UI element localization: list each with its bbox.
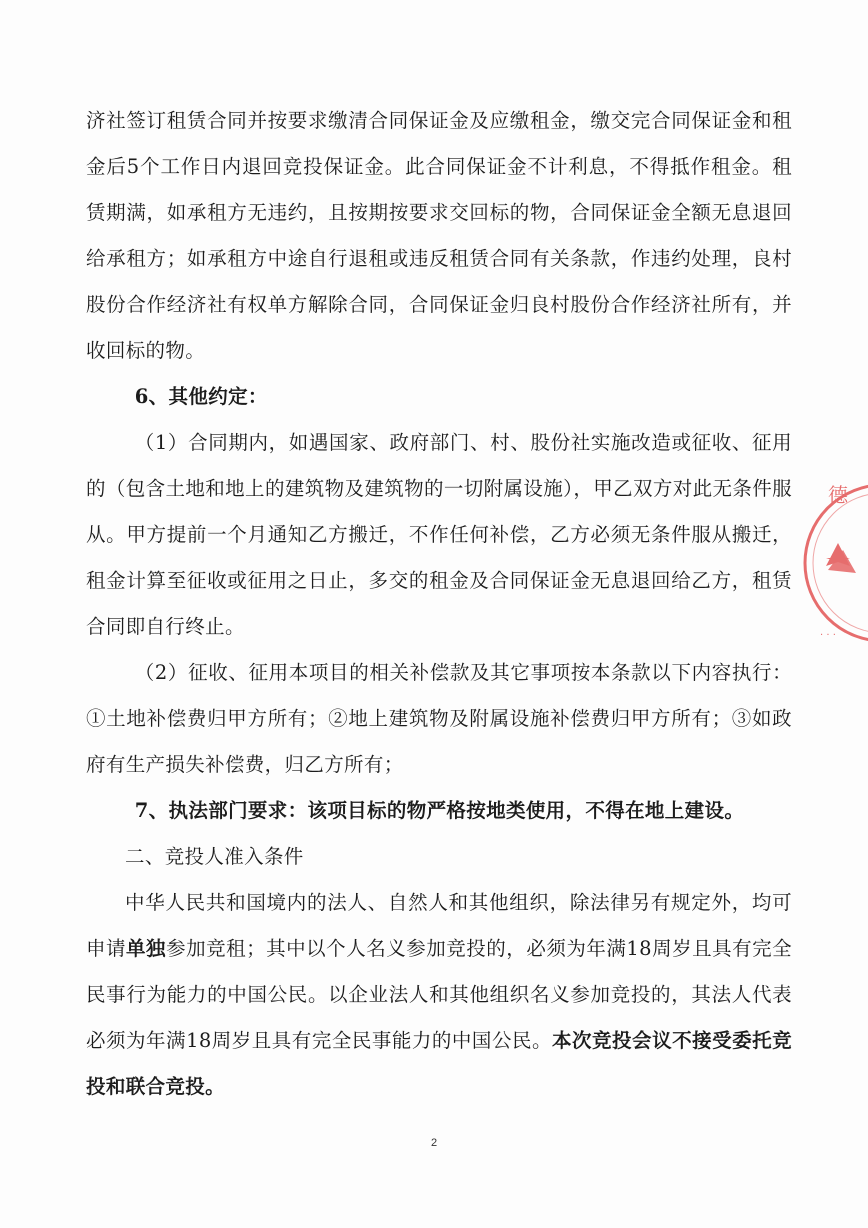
eligibility-text-bold-notice: 本次竞投会议不接受委托竞投和联合竞投。 xyxy=(86,1029,793,1098)
paragraph-deposit-terms: 济社签订租赁合同并按要求缴清合同保证金及应缴租金，缴交完合同保证金和租金后5个工作日内退回竞投保证金。此合同保证金不计利息，不得抵作租金。租赁期满，如承租方无违约，且按期按要求交回标的物，合同保证金全额无息退回给承租方；如承租方中途自行退租或违反租赁合同有关条款，作违约处理，良村股份合作经济社有权单方解除合同，合同保证金归良村股份合作经济社所有，并收回标的物。 xyxy=(86,109,792,362)
heading-other-agreements: 6、其他约定： xyxy=(134,385,268,408)
body-text xyxy=(86,98,792,1110)
seal-character: 德 xyxy=(828,483,848,507)
eligibility-text-c: 参加竞租；其中以个人名义参加竞投的，必须为年满18周岁且具有完全民事行为能力的中国公民。以企业法人和其他组织名义参加竞投的，其法人代表必须为年满18周岁且具有完全民事能力的中国公民。 xyxy=(86,937,792,1052)
heading-bidder-conditions: 二、竞投人准入条件 xyxy=(125,845,304,868)
paragraph-clause-1: （1）合同期内，如遇国家、政府部门、村、股份社实施改造或征收、征用的（包含土地和地上的建筑物及建筑物的一切附属设施），甲乙双方对此无条件服从。甲方提前一个月通知乙方搬迁，不作任何补偿，乙方必须无条件服从搬迁，租金计算至征收或征用之日止，多交的租金及合同保证金无息退回给乙方，租赁合同即自行终止。 xyxy=(86,431,792,638)
page-number: 2 xyxy=(430,1137,438,1149)
eligibility-text-a: 中华人民共和国境内的法人、自然人和其他组织，除法律另有规定外，均可申请 xyxy=(86,891,792,960)
paragraph-bidder-eligibility xyxy=(86,880,792,1110)
eligibility-text-bold-single: 单独 xyxy=(126,937,167,960)
heading-law-enforcement: 7、执法部门要求：该项目标的物严格按地类使用，不得在地上建设。 xyxy=(134,799,745,822)
svg-text:· · ·: · · · xyxy=(820,630,836,641)
paragraph-clause-2: （2）征收、征用本项目的相关补偿款及其它事项按本条款以下内容执行：①土地补偿费归甲方所有；②地上建筑物及附属设施补偿费归甲方所有；③如政府有生产损失补偿费，归乙方所有； xyxy=(86,661,792,776)
red-seal-stamp-icon xyxy=(798,458,868,668)
